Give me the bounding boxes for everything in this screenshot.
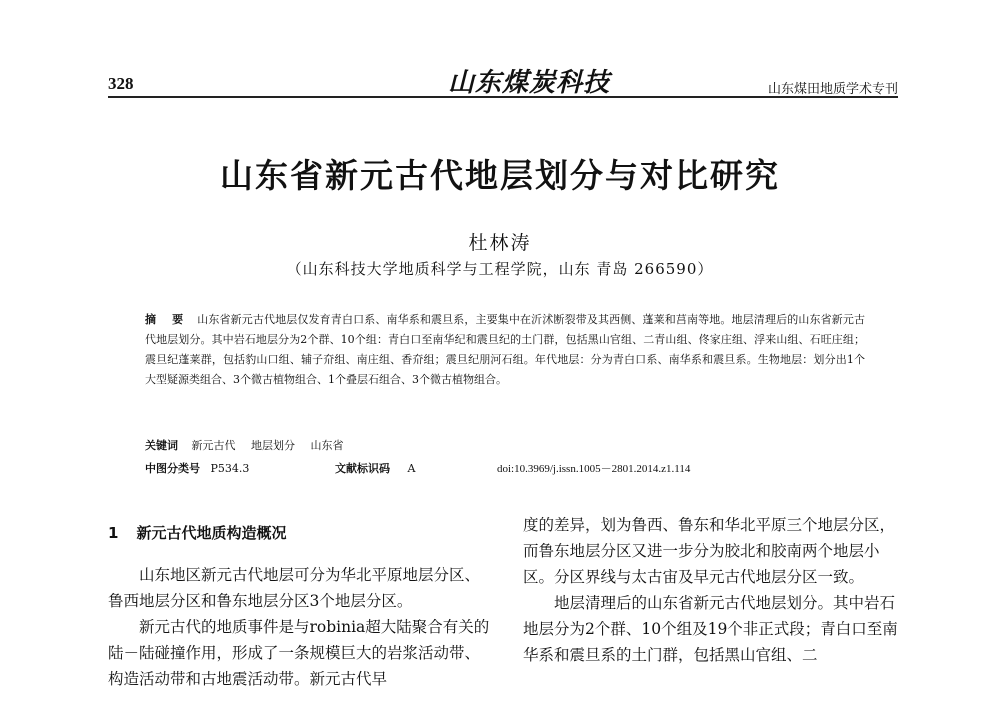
body-paragraph: 山东地区新元古代地层可分为华北平原地层分区、鲁西地层分区和鲁东地层分区3个地层分区。 <box>108 566 481 610</box>
section-title: 新元古代地质构造概况 <box>136 524 287 542</box>
author-affiliation: （山东科技大学地质科学与工程学院，山东 青岛 266590） <box>286 260 714 278</box>
keywords <box>145 437 356 453</box>
body-column-left <box>108 520 493 692</box>
keyword-item: 地层划分 <box>251 439 295 452</box>
document-code <box>335 460 415 476</box>
keyword-item: 新元古代 <box>191 439 236 452</box>
body-paragraph: 度的差异，划为鲁西、鲁东和华北平原三个地层分区，而鲁东地层分区又进一步分为胶北和胶南两个地层小区。分区界线与太古宙及早元古代地层分区一致。 <box>523 516 896 586</box>
keyword-item: 山东省 <box>310 439 344 452</box>
running-header <box>108 60 898 100</box>
doc-label: 文献标识码 <box>335 462 390 475</box>
classification-line <box>145 460 865 476</box>
keywords-label: 关键词 <box>145 439 178 452</box>
section-heading <box>108 520 493 546</box>
clc-label: 中图分类号 <box>145 462 200 475</box>
abstract <box>145 310 865 390</box>
header-rule <box>108 96 898 98</box>
journal-issue-name: 山东煤田地质学术专刊 <box>767 82 898 97</box>
abstract-label: 摘 要 <box>145 313 190 326</box>
body-paragraph: 地层清理后的山东省新元古代地层划分。其中岩石地层分为2个群、10个组及19个非正式段；青白口至南华系和震旦系的土门群，包括黑山官组、二 <box>523 594 898 664</box>
abstract-text: 山东省新元古代地层仅发育青白口系、南华系和震旦系，主要集中在沂沭断裂带及其西侧、蓬莱和莒南等地。地层清理后的山东省新元古代地层划分。其中岩石地层分为2个群、10个组：青白口至南华纪和震旦纪的土门群，包括黑山官组、二青山组、佟家庄组、浮来山组、石旺庄组；震旦纪蓬莱群，包括豹山口组、辅子夼组、南庄组、香夼组；震旦纪朋河石组。年代地层：分为青白口系、南华系和震旦系。生物地层：划分出1个大型疑源类组合、3个微古植物组合、1个叠层石组合、3个微古植物组合。 <box>145 313 865 386</box>
doc-value: A <box>407 462 416 475</box>
doi: doi:10.3969/j.issn.1005－2801.2014.z1.114 <box>497 463 691 475</box>
paper-title: 山东省新元古代地层划分与对比研究 <box>220 156 780 195</box>
body-column-right <box>523 512 899 668</box>
page-number: 328 <box>108 74 134 93</box>
clc-value: P534.3 <box>210 462 250 475</box>
body-paragraph: 新元古代的地质事件是与robinia超大陆聚合有关的陆－陆碰撞作用，形成了一条规模巨大的岩浆活动带、构造活动带和古地震活动带。新元古代早 <box>108 618 490 688</box>
section-number: 1 <box>108 524 119 542</box>
clc-code <box>145 460 249 476</box>
author-name: 杜林涛 <box>468 232 532 254</box>
journal-logo: 山东煤炭科技 <box>448 68 611 98</box>
